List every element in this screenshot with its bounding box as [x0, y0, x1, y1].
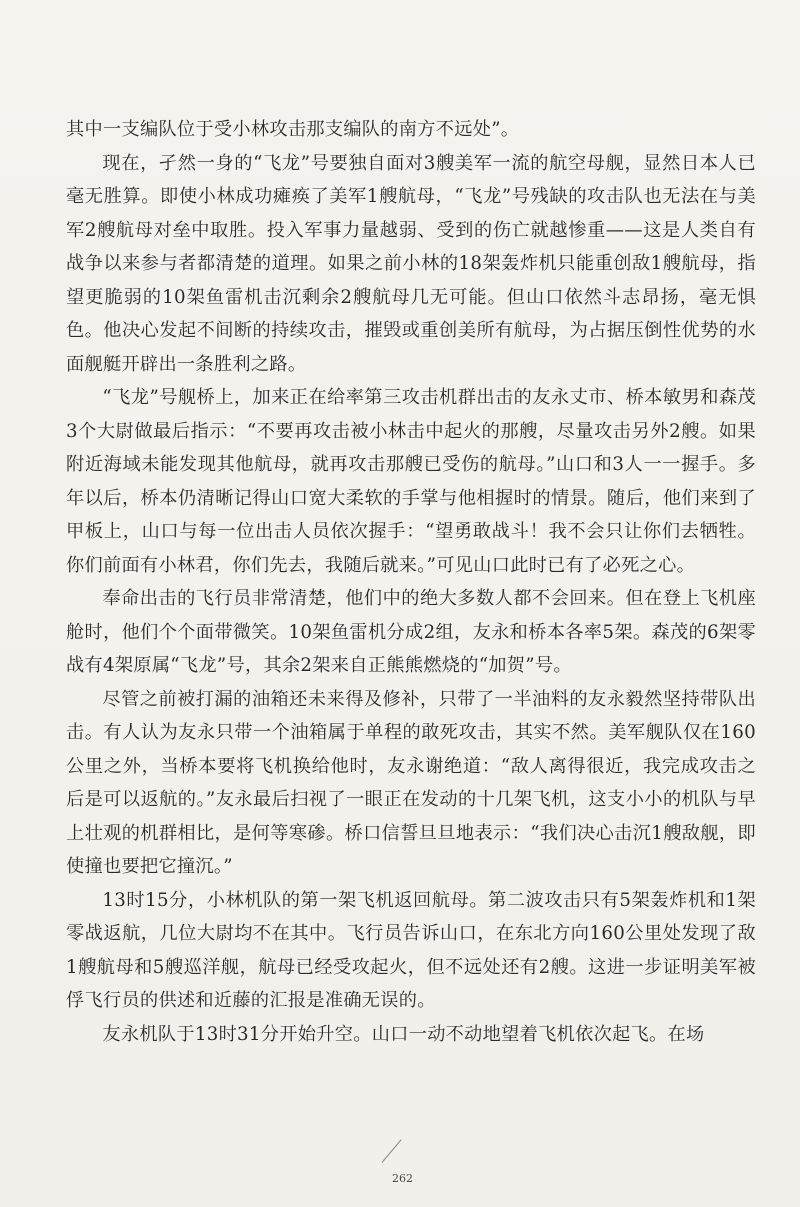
- body-text: [66, 113, 756, 1051]
- paragraph-5: 尽管之前被打漏的油箱还未来得及修补，只带了一半油料的友永毅然坚持带队出击。有人认为友永只带一个油箱属于单程的敢死攻击，其实不然。美军舰队仅在160公里之外，当桥本要将飞机换给他时，友永谢绝道：“敌人离得很近，我完成攻击之后是可以返航的。”友永最后扫视了一眼正在发动的十几架飞机，这支小小的机队与早上壮观的机群相比，是何等寒碜。桥口信誓旦旦地表示：“我们决心击沉1艘敌舰，即使撞也要把它撞沉。”: [66, 688, 756, 877]
- page-number-ornament: [382, 1139, 402, 1163]
- paragraph-2: 现在，孑然一身的“飞龙”号要独自面对3艘美军一流的航空母舰，显然日本人已毫无胜算。即使小林成功瘫痪了美军1艘航母，“飞龙”号残缺的攻击队也无法在与美军2艘航母对垒中取胜。投入军事力量越弱、受到的伤亡就越惨重——这是人类自有战争以来参与者都清楚的道理。如果之前小林的18架轰炸机只能重创敌1艘航母，指望更脆弱的10架鱼雷机击沉剩余2艘航母几无可能。但山口依然斗志昂扬，毫无惧色。他决心发起不间断的持续攻击，摧毁或重创美所有航母，为占据压倒性优势的水面舰艇开辟出一条胜利之路。: [66, 152, 756, 375]
- paragraph-6: 13时15分，小林机队的第一架飞机返回航母。第二波攻击只有5架轰炸机和1架零战返航，几位大尉均不在其中。飞行员告诉山口，在东北方向160公里处发现了敌1艘航母和5艘巡洋舰，航母已经受攻起火，但不远处还有2艘。这进一步证明美军被俘飞行员的供述和近藤的汇报是准确无误的。: [66, 889, 756, 1011]
- page-number: 262: [392, 1172, 413, 1185]
- paragraph-1: 其中一支编队位于受小林攻击那支编队的南方不远处”。: [66, 119, 520, 140]
- paragraph-4: 奉命出击的飞行员非常清楚，他们中的绝大多数人都不会回来。但在登上飞机座舱时，他们个个面带微笑。10架鱼雷机分成2组，友永和桥本各率5架。森茂的6架零战有4架原属“飞龙”号，其余2架来自正熊熊燃烧的“加贺”号。: [66, 588, 756, 676]
- paragraph-3: “飞龙”号舰桥上，加来正在给率第三攻击机群出击的友永丈市、桥本敏男和森茂3个大尉做最后指示：“不要再攻击被小林击中起火的那艘，尽量攻击另外2艘。如果附近海域未能发现其他航母，就再攻击那艘已受伤的航母。”山口和3人一一握手。多年以后，桥本仍清晰记得山口宽大柔软的手掌与他相握时的情景。随后，他们来到了甲板上，山口与每一位出击人员依次握手：“望勇敢战斗！我不会只让你们去牺牲。你们前面有小林君，你们先去，我随后就来。”可见山口此时已有了必死之心。: [66, 387, 756, 576]
- paragraph-7: 友永机队于13时31分开始升空。山口一动不动地望着飞机依次起飞。在场: [102, 1023, 705, 1045]
